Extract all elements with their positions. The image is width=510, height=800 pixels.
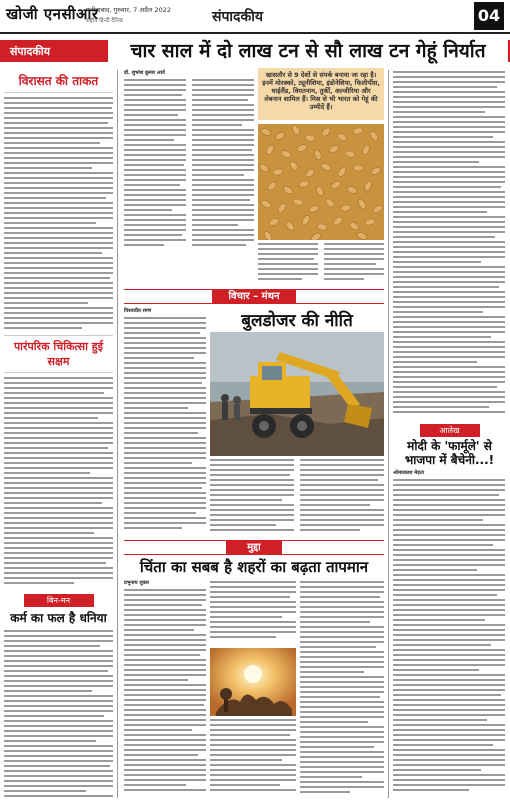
wheat-byline: डॉ. शुभांश कुमार आर्य: [124, 70, 165, 76]
text-lines-placeholder: [258, 242, 384, 284]
bulldozer-headline: बुलडोजर की नीति: [241, 311, 353, 331]
text-lines-placeholder: [4, 629, 113, 800]
bulldozer-article-text: [124, 308, 206, 536]
aalekh-body-text: [393, 478, 506, 798]
left-headline: विरासत की ताकत: [4, 70, 113, 93]
mudda-article-text: [124, 580, 206, 796]
wheat-caption-text: [258, 242, 384, 288]
mudda-article-text-3: [300, 580, 384, 796]
aalekh-byline: ओमप्रकाश मेहता: [393, 470, 425, 476]
mudda-caption-text: [210, 718, 296, 800]
tagline: राष्ट्रीय हिन्दी दैनिक: [86, 18, 124, 24]
bulldozer-caption-text: [210, 458, 384, 538]
section-label-vichar: विचार – मंथन: [212, 289, 296, 304]
sun-heat-illustration: [210, 648, 296, 716]
wheat-article-text: [124, 70, 254, 286]
column-body-text: [4, 629, 113, 800]
text-lines-placeholder: [124, 78, 254, 248]
text-lines-placeholder: [210, 458, 384, 534]
column-title: कर्म का फल है धनिया: [10, 611, 107, 625]
left-column: [4, 70, 118, 798]
heat-photo: [210, 648, 296, 716]
text-lines-placeholder: [124, 588, 206, 794]
text-lines-placeholder: [4, 376, 113, 590]
right-column: [388, 70, 506, 798]
date-line: फरीदाबाद, गुरुवार, 7 अप्रैल 2022: [86, 6, 171, 14]
left-body-text: [4, 96, 113, 332]
aalekh-headline: मोदी के 'फार्मूले' से भाजपा में बैचेनी...!: [404, 439, 495, 467]
callout-text: खासतौर से 9 देशों से संपर्क बनाया जा रहा है। इनमें मोरक्को, ट्यूनीशिया, इंडोनेशिया, फिलीपींस, थाईलैंड, वियतनाम, तुर्की, अल्जीरिया और लेबनान शामिल हैं। मिस्र से भी भारत को गेहूं की उम्मीदें हैं।: [262, 71, 380, 111]
text-lines-placeholder: [124, 316, 206, 534]
section-label-mudda: मुद्दा: [226, 540, 282, 555]
left-body-text-2: [4, 376, 113, 590]
editorial-label: संपादकीय: [4, 43, 56, 60]
masthead: [0, 0, 510, 34]
wheat-grain-illustration: [258, 124, 384, 240]
newspaper-logo: खोजी एनसीआर: [6, 5, 99, 23]
column-label: बिन-मन: [24, 594, 94, 607]
text-lines-placeholder: [393, 478, 505, 798]
mudda-byline: प्रभुनाथ शुक्ल: [124, 580, 149, 586]
text-lines-placeholder: [300, 580, 384, 796]
wheat-grain-photo: [258, 124, 384, 240]
mudda-headline: चिंता का सबब है शहरों का बढ़ता तापमान: [139, 558, 369, 576]
text-lines-placeholder: [210, 580, 296, 644]
section-title: संपादकीय: [212, 9, 263, 25]
lead-headline: चार साल में दो लाख टन से सौ लाख टन गेहूं निर्यात: [108, 38, 508, 64]
bulldozer-byline: विश्वजीत रमण: [124, 308, 152, 314]
bulldozer-photo: [210, 332, 384, 456]
column-label: आलेख: [420, 424, 480, 437]
bulldozer-illustration: [210, 332, 384, 456]
text-lines-placeholder: [393, 70, 505, 418]
mudda-article-text-2: [210, 580, 296, 644]
right-body-text: [393, 70, 506, 418]
text-lines-placeholder: [210, 718, 296, 796]
left-subheadline: पारंपरिक चिकित्सा हुई सक्षम: [4, 335, 113, 373]
text-lines-placeholder: [4, 96, 113, 332]
page-number: 04: [474, 2, 504, 30]
wheat-callout: [258, 68, 384, 120]
